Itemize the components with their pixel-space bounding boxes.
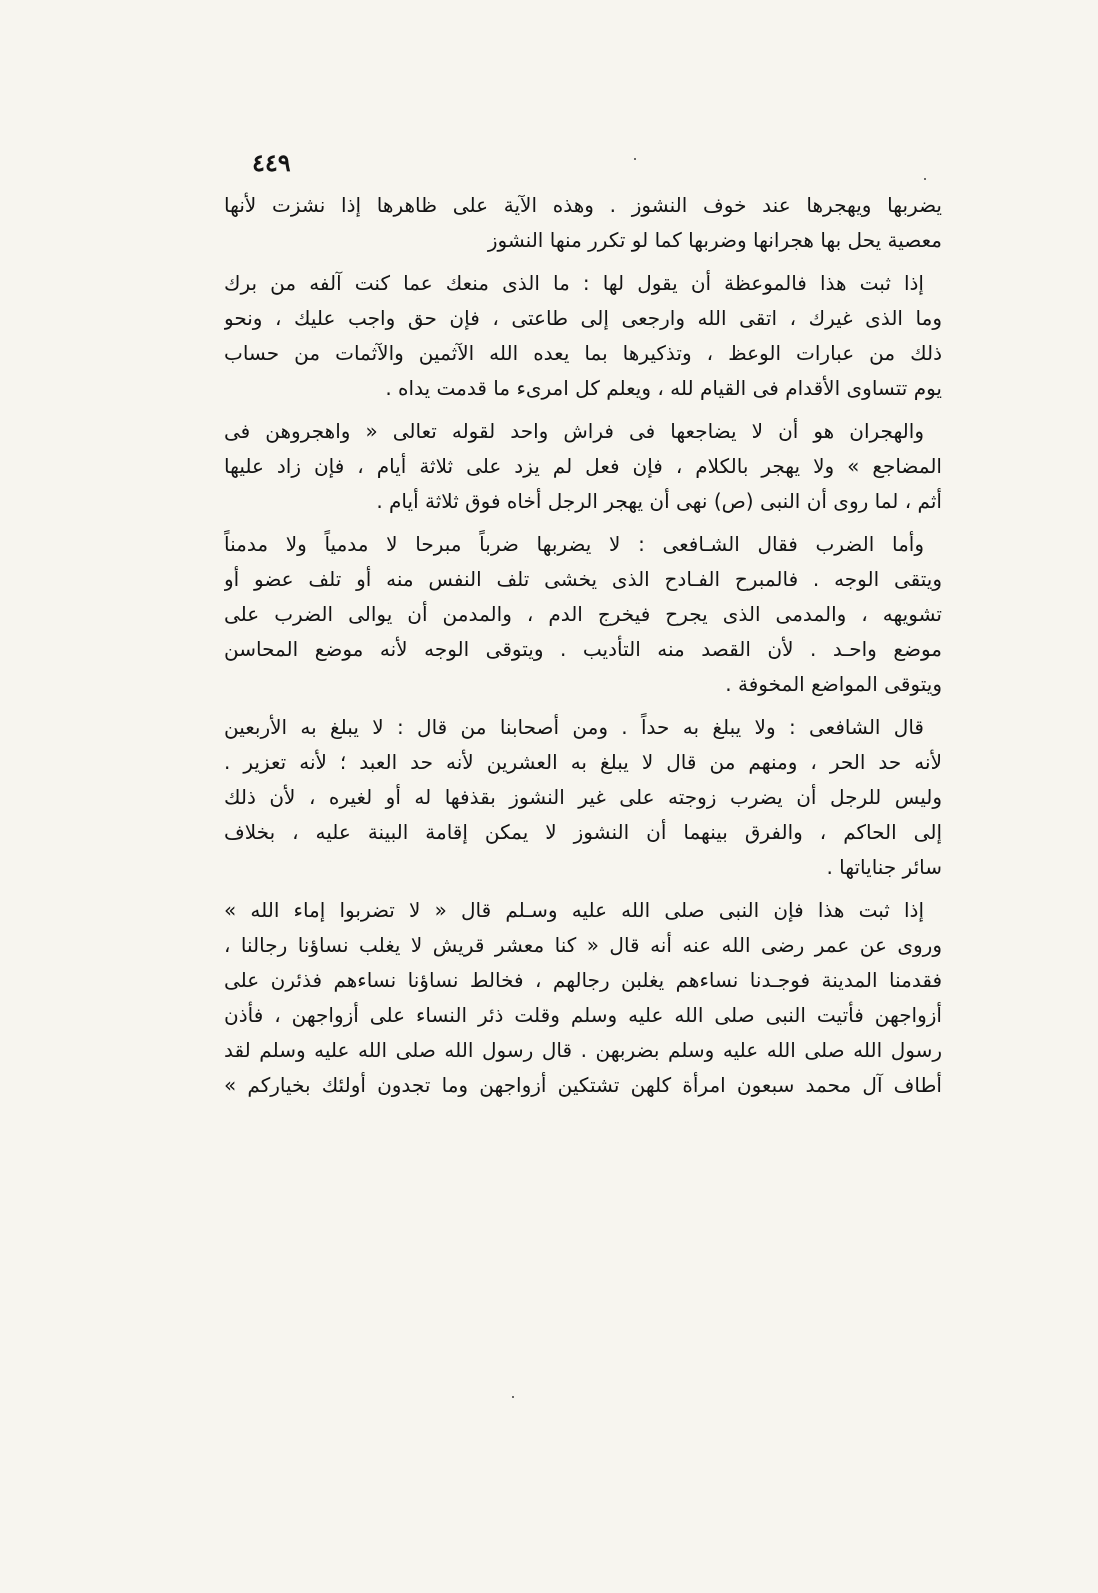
paragraph-5 <box>224 710 942 885</box>
text-line: رسول الله صلى الله عليه وسلم بضربهن . قال رسول الله صلى الله عليه وسلم لقد <box>224 1038 942 1062</box>
scan-speck <box>634 158 636 160</box>
text-line: ويتقى الوجه . فالمبرح الفـادح الذى يخشى تلف النفس منه أو تلف عضو أو <box>224 567 942 591</box>
text-line: لأنه حد الحر ، ومنهم من قال لا يبلغ به العشرين لأنه حد العبد ؛ لأنه تعزير . <box>224 750 942 774</box>
text-line: يضربها ويهجرها عند خوف النشوز . وهذه الآية على ظاهرها إذا نشزت لأنها <box>224 193 942 217</box>
text-line: أطاف آل محمد سبعون امرأة كلهن تشتكين أزواجهن وما تجدون أولئك بخياركم » <box>224 1073 942 1097</box>
text-line: وما الذى غيرك ، اتقى الله وارجعى إلى طاعتى ، فإن حق واجب عليك ، ونحو <box>224 306 942 330</box>
text-line: سائر جناياتها . <box>826 855 942 879</box>
paragraph-3 <box>224 414 942 519</box>
body-text <box>224 188 942 1111</box>
text-line: يوم تتساوى الأقدام فى القيام لله ، ويعلم كل امرىء ما قدمت يداه . <box>385 376 942 400</box>
text-line: ويتوقى المواضع المخوفة . <box>725 672 942 696</box>
text-line: وروى عن عمر رضى الله عنه أنه قال « كنا معشر قريش لا يغلب نساؤنا رجالنا ، <box>224 933 942 957</box>
text-line: والهجران هو أن لا يضاجعها فى فراش واحد لقوله تعالى « واهجروهن فى <box>224 419 924 443</box>
text-line: إلى الحاكم ، والفرق بينهما أن النشوز لا يمكن إقامة البينة عليه ، بخلاف <box>224 820 942 844</box>
text-line: قال الشافعى : ولا يبلغ به حداً . ومن أصحابنا من قال : لا يبلغ به الأربعين <box>224 715 924 739</box>
text-line: أزواجهن فأتيت النبى صلى الله عليه وسلم وقلت ذئر النساء على أزواجهن ، فأذن <box>224 1003 942 1027</box>
text-line: تشويهه ، والمدمى الذى يجرح فيخرج الدم ، والمدمن أن يوالى الضرب على <box>224 602 942 626</box>
text-line: إذا ثبت هذا فإن النبى صلى الله عليه وسـلم قال « لا تضربوا إماء الله » <box>224 898 924 922</box>
paragraph-6 <box>224 893 942 1103</box>
paragraph-1 <box>224 188 942 258</box>
page-number: ٤٤٩ <box>252 148 291 177</box>
paragraph-4 <box>224 527 942 702</box>
text-line: فقدمنا المدينة فوجـدنا نساءهم يغلبن رجالهم ، فخالط نساؤنا نساءهم فذئرن على <box>224 968 942 992</box>
text-line: إذا ثبت هذا فالموعظة أن يقول لها : ما الذى منعك عما كنت آلفه من برك <box>224 271 924 295</box>
text-line: موضع واحـد . لأن القصد منه التأديب . ويتوقى الوجه لأنه موضع المحاسن <box>224 637 942 661</box>
text-line: أثم ، لما روى أن النبى (ص) نهى أن يهجر الرجل أخاه فوق ثلاثة أيام . <box>376 489 942 513</box>
text-line: وليس للرجل أن يضرب زوجته على غير النشوز بقذفها له أو لغيره ، لأن ذلك <box>224 785 942 809</box>
text-line: وأما الضرب فقال الشـافعى : لا يضربها ضرباً مبرحا لا مدمياً ولا مدمناً <box>224 532 924 556</box>
text-line: ذلك من عبارات الوعظ ، وتذكيرها بما يعده الله الآثمين والآثمات من حساب <box>224 341 942 365</box>
text-line: معصية يحل بها هجرانها وضربها كما لو تكرر منها النشوز <box>487 228 942 252</box>
scan-speck <box>924 178 926 180</box>
text-line: المضاجع » ولا يهجر بالكلام ، فإن فعل لم يزد على ثلاثة أيام ، فإن زاد عليها <box>224 454 942 478</box>
scan-speck <box>512 1396 514 1398</box>
paragraph-2 <box>224 266 942 406</box>
